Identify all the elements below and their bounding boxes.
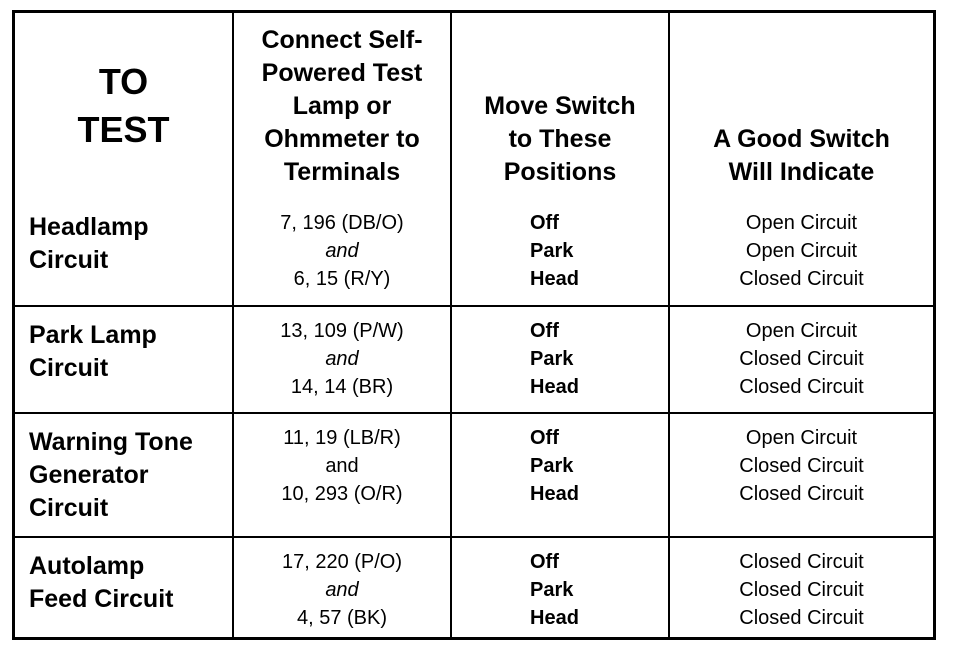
terminals-cell	[233, 413, 451, 537]
terminals-cell	[233, 199, 451, 306]
indication-park: Closed Circuit	[739, 348, 864, 370]
indication-park: Closed Circuit	[739, 579, 864, 601]
circuit-name-line: Warning Tone	[29, 428, 193, 456]
indication-head: Closed Circuit	[739, 376, 864, 398]
indication-park: Closed Circuit	[739, 455, 864, 477]
switch-test-table	[15, 13, 933, 637]
table-row-warning-tone	[15, 413, 933, 537]
header-to-test-line: TO	[98, 61, 149, 102]
positions-cell	[451, 537, 669, 637]
terminals-cell	[233, 306, 451, 413]
header-move-line: to These	[508, 125, 612, 153]
header-row	[15, 13, 933, 199]
header-good-line: A Good Switch	[713, 125, 890, 153]
terminal-pair: 11, 19 (LB/R)	[283, 427, 401, 449]
indication-off: Open Circuit	[745, 320, 858, 342]
indication-head: Closed Circuit	[739, 268, 864, 290]
position-park: Park	[530, 579, 574, 601]
circuit-name	[15, 413, 233, 537]
terminal-conjunction: and	[325, 579, 359, 601]
circuit-name	[15, 537, 233, 637]
indication-cell	[669, 199, 933, 306]
circuit-name-line: Headlamp	[29, 213, 149, 241]
indication-cell	[669, 413, 933, 537]
header-switch-positions	[451, 13, 669, 199]
header-move-line: Positions	[503, 158, 617, 186]
header-good-switch	[669, 13, 933, 199]
indication-cell	[669, 537, 933, 637]
terminals-cell	[233, 537, 451, 637]
indication-head: Closed Circuit	[739, 607, 864, 629]
position-head: Head	[530, 483, 579, 505]
table-row-park-lamp	[15, 306, 933, 413]
position-park: Park	[530, 240, 574, 262]
circuit-name-line: Feed Circuit	[29, 585, 174, 613]
header-connect-terminals	[233, 13, 451, 199]
terminal-pair: 4, 57 (BK)	[296, 607, 388, 629]
circuit-name-line: Circuit	[29, 354, 109, 382]
header-connect-line: Connect Self-	[261, 26, 423, 54]
position-park: Park	[530, 348, 574, 370]
indication-cell	[669, 306, 933, 413]
indication-head: Closed Circuit	[739, 483, 864, 505]
terminal-conjunction: and	[325, 348, 359, 370]
position-park: Park	[530, 455, 574, 477]
circuit-name	[15, 306, 233, 413]
circuit-name-line: Generator	[29, 461, 149, 489]
positions-cell	[451, 306, 669, 413]
position-head: Head	[530, 376, 579, 398]
header-to-test	[15, 13, 233, 199]
terminal-conjunction: and	[325, 455, 359, 477]
circuit-name-line: Park Lamp	[29, 321, 157, 349]
header-connect-line: Ohmmeter to	[264, 125, 420, 153]
circuit-name-line: Autolamp	[29, 552, 145, 580]
indication-off: Closed Circuit	[739, 551, 864, 573]
indication-off: Open Circuit	[745, 212, 858, 234]
header-good-line: Will Indicate	[728, 158, 875, 186]
switch-test-table-frame	[12, 10, 936, 640]
position-off: Off	[530, 320, 559, 342]
terminal-pair: 6, 15 (R/Y)	[293, 268, 391, 290]
terminal-conjunction: and	[325, 240, 359, 262]
indication-off: Open Circuit	[745, 427, 858, 449]
circuit-name-line: Circuit	[29, 494, 109, 522]
position-head: Head	[530, 607, 579, 629]
terminal-pair: 10, 293 (O/R)	[281, 483, 403, 505]
terminal-pair: 17, 220 (P/O)	[281, 551, 403, 573]
circuit-name	[15, 199, 233, 306]
position-off: Off	[530, 551, 559, 573]
table-row-autolamp	[15, 537, 933, 637]
terminal-pair: 14, 14 (BR)	[290, 376, 394, 398]
header-connect-line: Lamp or	[292, 92, 392, 120]
position-head: Head	[530, 268, 579, 290]
header-move-line: Move Switch	[484, 92, 636, 120]
position-off: Off	[530, 427, 559, 449]
header-to-test-line: TEST	[77, 109, 170, 150]
header-connect-line: Powered Test	[261, 59, 423, 87]
position-off: Off	[530, 212, 559, 234]
table-row-headlamp	[15, 199, 933, 306]
terminal-pair: 7, 196 (DB/O)	[280, 212, 404, 234]
positions-cell	[451, 199, 669, 306]
terminal-pair: 13, 109 (P/W)	[280, 320, 404, 342]
header-connect-line: Terminals	[283, 158, 401, 186]
positions-cell	[451, 413, 669, 537]
indication-park: Open Circuit	[745, 240, 858, 262]
circuit-name-line: Circuit	[29, 246, 109, 274]
